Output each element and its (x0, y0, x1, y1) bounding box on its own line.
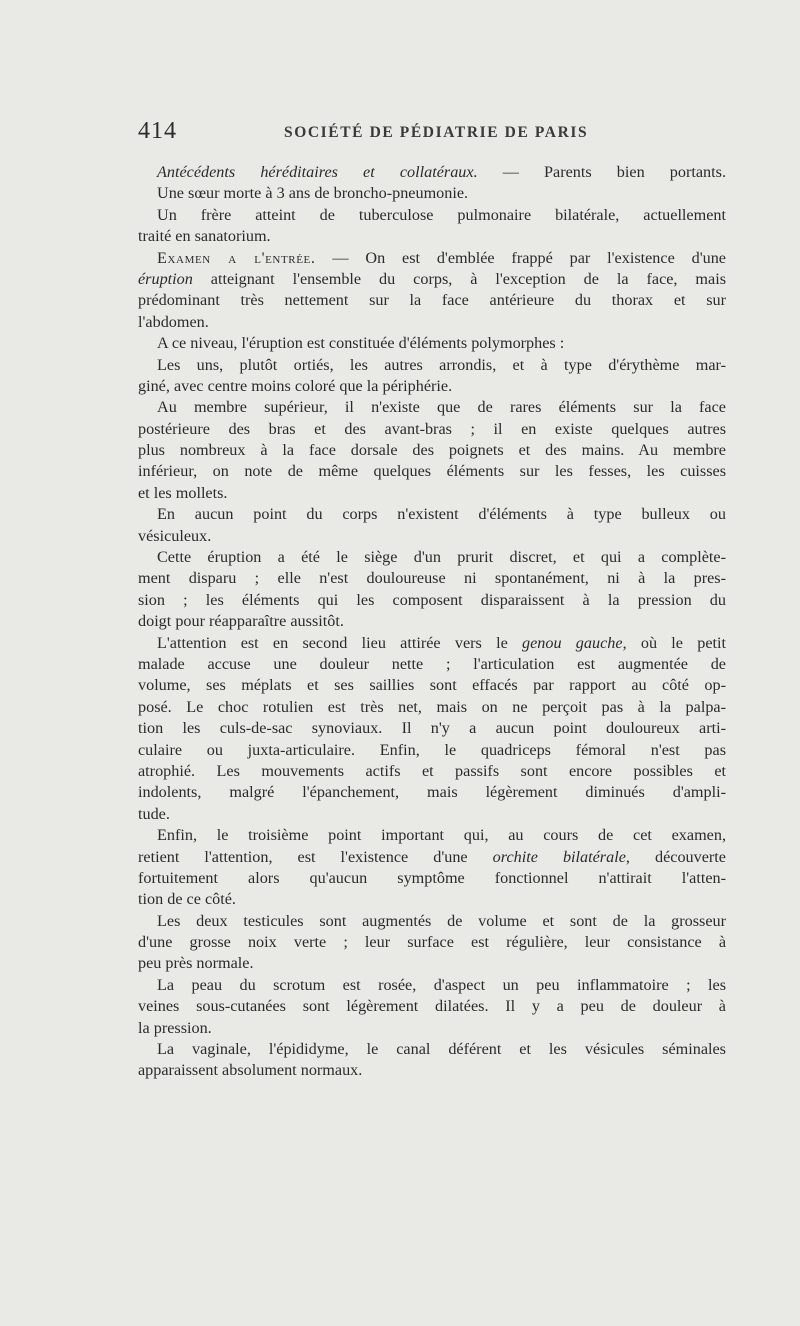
text-line: éruption atteignant l'ensemble du corps, à l'exception de la face, mais (138, 269, 726, 288)
text-line: Un frère atteint de tuberculose pulmonaire bilatérale, actuellement (157, 205, 726, 224)
text-line: culaire ou juxta-articulaire. Enfin, le quadriceps fémoral n'est pas (138, 740, 726, 759)
text-line: giné, avec centre moins coloré que la périphérie. (138, 376, 453, 395)
text-line: et les mollets. (138, 483, 228, 502)
page-header (138, 118, 728, 148)
text-line: malade accuse une douleur nette ; l'articulation est augmentée de (138, 654, 726, 673)
text-line: Les uns, plutôt ortiés, les autres arrondis, et à type d'érythème mar- (157, 355, 726, 374)
section-heading-italic: Antécédents héréditaires et collatéraux. (157, 163, 478, 181)
text-line: fortuitement alors qu'aucun symptôme fonctionnel n'attirait l'atten- (138, 868, 726, 887)
text-line: tion de ce côté. (138, 890, 236, 909)
text-line: veines sous-cutanées sont légèrement dilatées. Il y a peu de douleur à (138, 997, 726, 1016)
text-line: L'attention est en second lieu attirée vers le genou gauche, où le petit (157, 633, 726, 652)
emphasis-italic: orchite bilatérale (492, 847, 626, 866)
text-line: traité en sanatorium. (138, 227, 271, 246)
text-line: apparaissent absolument normaux. (138, 1061, 363, 1080)
text-line: doigt pour réapparaître aussitôt. (138, 612, 344, 631)
text-line: plus nombreux à la face dorsale des poignets et des mains. Au membre (138, 441, 726, 460)
text-line: postérieure des bras et des avant-bras ; il en existe quelques autres (138, 419, 726, 438)
text-line: Antécédents héréditaires et collatéraux. — Parents bien portants. (157, 163, 726, 181)
text-line: posé. Le choc rotulien est très net, mais on ne perçoit pas à la palpa- (138, 697, 726, 716)
text-line: l'abdomen. (138, 312, 209, 331)
page-number: 414 (138, 118, 177, 144)
text-line: peu près normale. (138, 954, 254, 973)
text-line: ment disparu ; elle n'est douloureuse ni spontanément, ni à la pres- (138, 569, 726, 588)
text-line: vésiculeux. (138, 526, 212, 545)
text-line: indolents, malgré l'épanchement, mais légèrement diminués d'ampli- (138, 783, 726, 802)
text-line: La vaginale, l'épididyme, le canal déférent et les vésicules séminales (157, 1040, 726, 1059)
running-title: SOCIÉTÉ DE PÉDIATRIE DE PARIS (284, 124, 589, 141)
text-line: tude. (138, 804, 170, 823)
text-line: prédominant très nettement sur la face antérieure du thorax et sur (138, 291, 726, 310)
text-line: retient l'attention, est l'existence d'une orchite bilatérale, découverte (138, 847, 726, 866)
body-text (138, 162, 726, 1082)
text-line: la pression. (138, 1018, 212, 1037)
text-line: Cette éruption a été le siège d'un prurit discret, et qui a complète- (157, 548, 726, 567)
text-line: atrophié. Les mouvements actifs et passifs sont encore possibles et (138, 761, 726, 780)
section-heading-smallcaps: Examen a l'entrée. (157, 248, 316, 267)
text-line: sion ; les éléments qui les composent disparaissent à la pression du (138, 590, 726, 609)
text-line: Les deux testicules sont augmentés de volume et sont de la grosseur (157, 911, 726, 930)
text-line: tion les culs-de-sac synoviaux. Il n'y a aucun point douloureux arti- (138, 719, 726, 738)
emphasis-italic: genou gauche (522, 633, 623, 652)
text-line: Enfin, le troisième point important qui, au cours de cet examen, (157, 826, 726, 845)
text-line: La peau du scrotum est rosée, d'aspect un peu inflammatoire ; les (157, 975, 726, 994)
text-line: volume, ses méplats et ses saillies sont effacés par rapport au côté op- (138, 676, 726, 695)
text-line: Au membre supérieur, il n'existe que de rares éléments sur la face (157, 398, 726, 417)
text-line: Une sœur morte à 3 ans de broncho-pneumonie. (157, 184, 469, 203)
text-line: A ce niveau, l'éruption est constituée d'éléments polymorphes : (157, 334, 565, 353)
text-line: Examen a l'entrée. — On est d'emblée frappé par l'existence d'une (157, 248, 726, 267)
text-line: inférieur, on note de même quelques éléments sur les fesses, les cuisses (138, 462, 726, 481)
text-line: En aucun point du corps n'existent d'éléments à type bulleux ou (157, 505, 726, 524)
text-line: d'une grosse noix verte ; leur surface est régulière, leur consistance à (138, 933, 726, 952)
